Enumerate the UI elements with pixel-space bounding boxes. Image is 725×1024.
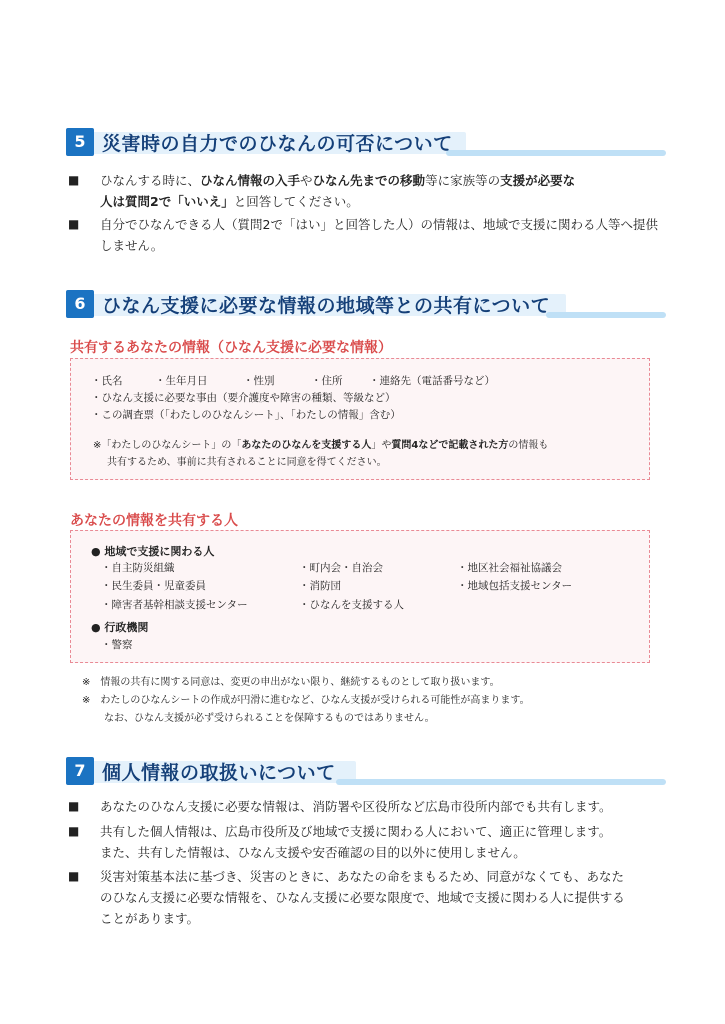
sharing-note-2: ※ わたしのひなんシートの作成が円滑に進むなど、ひなん支援が受けられる可能性が高まります。 bbox=[82, 695, 530, 706]
section-5-header bbox=[66, 128, 666, 158]
category-government: ● 行政機関 bbox=[91, 621, 149, 634]
party-item: ・障害者基幹相談支援センター bbox=[101, 599, 248, 611]
section-number: 5 bbox=[66, 128, 94, 156]
party-item: ・消防団 bbox=[299, 580, 341, 592]
bullet-square-icon: ■ bbox=[68, 824, 80, 838]
bullet-square-icon: ■ bbox=[68, 217, 80, 231]
section-title: 個人情報の取扱いについて bbox=[102, 762, 336, 784]
party-item: ・町内会・自治会 bbox=[299, 562, 383, 574]
bullet-square-icon: ■ bbox=[68, 799, 80, 813]
section-7-paragraph-2: ■ 共有した個人情報は、広島市役所及び地域で支援に関わる人において、適正に管理します。 また、共有した情報は、ひなん支援や安否確認の目的以外に使用しません。 bbox=[68, 821, 668, 863]
shared-info-heading: 共有するあなたの情報（ひなん支援に必要な情報） bbox=[70, 340, 392, 356]
party-item: ・地区社会福祉協議会 bbox=[457, 562, 562, 574]
section-header-line bbox=[336, 779, 666, 785]
party-item: ・民生委員・児童委員 bbox=[101, 580, 206, 592]
shared-info-note: ※「わたしのひなんシート」の「あなたのひなんを支援する人」や質問4などで記載された方の情報も bbox=[93, 440, 549, 451]
section-7-header bbox=[66, 757, 666, 787]
section-header-line bbox=[546, 312, 666, 318]
party-item: ・ひなんを支援する人 bbox=[299, 599, 404, 611]
info-item: ・住所 bbox=[311, 375, 343, 387]
section-title: ひなん支援に必要な情報の地域等との共有について bbox=[102, 295, 551, 317]
section-5-paragraph-2: ■ 自分でひなんできる人（質問2で「はい」と回答した人）の情報は、地域で支援に関わる人等へ提供しません。 bbox=[68, 214, 668, 256]
party-item: ・地域包括支援センター bbox=[457, 580, 573, 592]
info-item: ・ひなん支援に必要な事由（要介護度や障害の種類、等級など） bbox=[91, 392, 396, 404]
info-item: ・この調査票（「わたしのひなんシート」、「わたしの情報」含む） bbox=[91, 409, 401, 421]
info-item: ・連絡先（電話番号など） bbox=[369, 375, 495, 387]
section-header-line bbox=[446, 150, 666, 156]
sharing-parties-heading: あなたの情報を共有する人 bbox=[70, 513, 238, 529]
info-item: ・性別 bbox=[243, 375, 275, 387]
info-item: ・生年月日 bbox=[155, 375, 208, 387]
section-7-paragraph-1: ■ あなたのひなん支援に必要な情報は、消防署や区役所など広島市役所内部でも共有します。 bbox=[68, 796, 668, 817]
info-item: ・氏名 bbox=[91, 375, 123, 387]
sharing-parties-box bbox=[70, 530, 650, 663]
shared-info-box bbox=[70, 358, 650, 480]
section-number: 7 bbox=[66, 757, 94, 785]
party-item: ・警察 bbox=[101, 639, 133, 651]
section-7-paragraph-3: ■ 災害対策基本法に基づき、災害のときに、あなたの命をまもるため、同意がなくても、あなた のひなん支援に必要な情報を、ひなん支援に必要な限度で、地域で支援に関わる人に提供する ことがあります。 bbox=[68, 866, 668, 929]
category-community: ● 地域で支援に関わる人 bbox=[91, 545, 215, 558]
bullet-square-icon: ■ bbox=[68, 869, 80, 883]
party-item: ・自主防災組織 bbox=[101, 562, 175, 574]
sharing-note-3: なお、ひなん支援が必ず受けられることを保障するものではありません。 bbox=[104, 713, 435, 724]
section-5-paragraph-1: ■ ひなんする時に、ひなん情報の入手やひなん先までの移動等に家族等の支援が必要な 人は質問2で「いいえ」と回答してください。 bbox=[68, 170, 668, 212]
section-number: 6 bbox=[66, 290, 94, 318]
bullet-square-icon: ■ bbox=[68, 173, 80, 187]
section-title: 災害時の自力でのひなんの可否について bbox=[102, 133, 453, 155]
sharing-note-1: ※ 情報の共有に関する同意は、変更の申出がない限り、継続するものとして取り扱います。 bbox=[82, 677, 500, 688]
shared-info-note-line2: 共有するため、事前に共有されることに同意を得てください。 bbox=[107, 457, 387, 468]
section-6-header bbox=[66, 290, 666, 320]
